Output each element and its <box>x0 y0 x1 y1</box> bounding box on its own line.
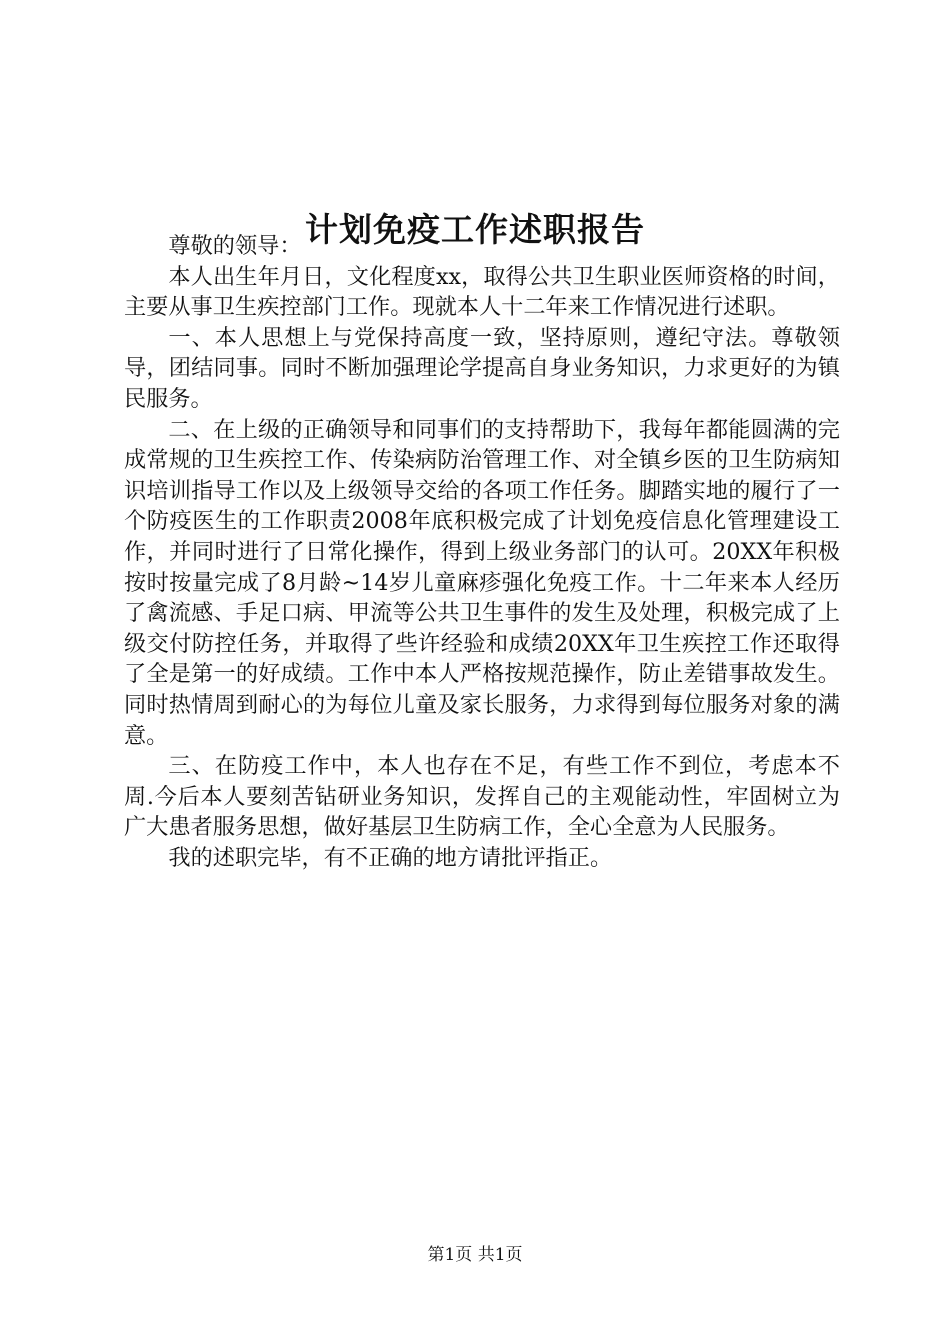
paragraph-section-3: 三、在防疫工作中，本人也存在不足，有些工作不到位，考虑本不周.今后本人要刻苦钻研业务知识，发挥自己的主观能动性，牢固树立为广大患者服务思想，做好基层卫生防病工作，全心全意为人民服务。 <box>124 753 840 841</box>
paragraph-section-2: 二、在上级的正确领导和同事们的支持帮助下，我每年都能圆满的完成常规的卫生疾控工作、传染病防治管理工作、对全镇乡医的卫生防病知识培训指导工作以及上级领导交给的各项工作任务。脚踏实地的履行了一个防疫医生的工作职责2008年底积极完成了计划免疫信息化管理建设工作，并同时进行了日常化操作，得到上级业务部门的认可。20XX年积极按时按量完成了8月龄~14岁儿童麻疹强化免疫工作。十二年来本人经历了禽流感、手足口病、甲流等公共卫生事件的发生及处理，积极完成了上级交付防控任务，并取得了些许经验和成绩20XX年卫生疾控工作还取得了全是第一的好成绩。工作中本人严格按规范操作，防止差错事故发生。同时热情周到耐心的为每位儿童及家长服务，力求得到每位服务对象的满意。 <box>124 416 840 749</box>
page-footer: 第1页 共1页 <box>427 1245 523 1265</box>
paragraph-closing: 我的述职完毕，有不正确的地方请批评指正。 <box>168 844 613 871</box>
document-title: 计划免疫工作述职报告 <box>305 210 645 250</box>
salutation: 尊敬的领导： <box>168 233 302 259</box>
document-body <box>124 231 840 873</box>
paragraph-section-1: 一、本人思想上与党保持高度一致，坚持原则，遵纪守法。尊敬领导，团结同事。同时不断加强理论学提高自身业务知识，力求更好的为镇民服务。 <box>124 324 840 412</box>
paragraph-intro: 本人出生年月日，文化程度xx，取得公共卫生职业医师资格的时间，主要从事卫生疾控部门工作。现就本人十二年来工作情况进行述职。 <box>124 263 840 321</box>
